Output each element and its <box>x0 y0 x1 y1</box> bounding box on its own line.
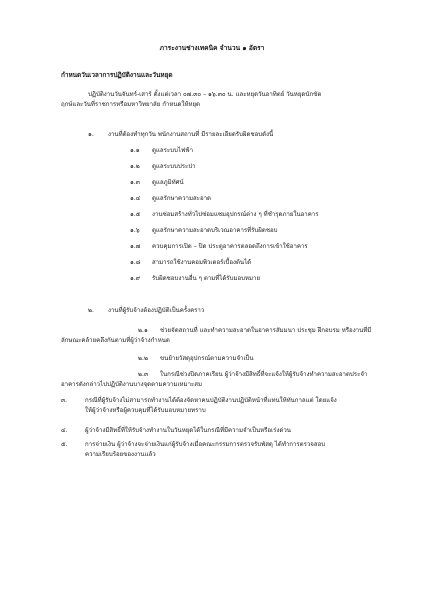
sub-item-text: สามารถใช้งานคอมพิวเตอร์เบื้องต้นได้ <box>152 259 252 266</box>
intro-line: ปฏิบัติงานวันจันทร์-เสาร์ ตั้งแต่เวลา ๐๗.๓๐ – ๑๖.๓๐ น. และหยุดวันอาทิตย์ วันหยุดนักขัต <box>88 91 322 98</box>
sub-item-text: ขนย้ายวัสดุอุปกรณ์ตามความจำเป็น <box>160 355 254 362</box>
sub-item-text: ดูแลรักษาความสะอาดบริเวณอาคารที่รับผิดชอบ <box>152 227 278 234</box>
sub-item-number: ๒.๓ <box>138 371 149 378</box>
item-2-2 <box>61 354 371 364</box>
item-1 <box>88 130 273 140</box>
sub-item-text: ดูแลรักษาความสะอาด <box>152 195 211 202</box>
sub-item-number: ๑.๕ <box>130 211 141 218</box>
paragraph-line <box>61 370 371 380</box>
sub-item-1-4 <box>130 194 211 204</box>
intro-line: ฤกษ์และวันที่ราชการหรือมหาวิทยาลัย กำหนดให้หยุด <box>61 101 201 108</box>
sub-item-number: ๑.๖ <box>130 227 140 234</box>
sub-item-text: ควบคุมการเปิด – ปิด ประตูอาคารตลอดถึงการเข้าใช้อาคาร <box>152 243 308 250</box>
item-5 <box>61 440 381 460</box>
sub-item-1-5 <box>130 210 318 220</box>
sub-item-text: ช่วยจัดสถานที่ และทำความสะอาดในอาคารสัมมนา ประชุม ฝึกอบรม หรืองานที่มี <box>160 327 372 334</box>
sub-item-1-6 <box>130 226 278 236</box>
item-text: การจ่ายเงิน ผู้ว่าจ้างจะจ่ายเงินแก่ผู้รับจ้างเมื่อคณะกรรมการตรวจรับพัสดุ ได้ทำการตรวจสอบ <box>85 441 326 448</box>
sub-item-number: ๒.๒ <box>138 355 148 362</box>
item-number: ๕. <box>61 441 68 448</box>
paragraph-line: ให้ผู้ว่าจ้างหรือผู้ควบคุมที่ได้รับมอบหมายทราบ <box>85 407 206 414</box>
sub-item-number: ๑.๓ <box>130 179 140 186</box>
sub-item-1-1 <box>130 146 193 156</box>
sub-item-text: ในกรณีช่วงปิดภาคเรียน ผู้ว่าจ้างมีสิทธิ์ที่จะแจ้งให้ผู้รับจ้างทำความสะอาดประจำ <box>160 371 368 378</box>
item-number: ๒. <box>88 307 94 314</box>
paragraph-line: ความเรียบร้อยของงานแล้ว <box>85 451 156 458</box>
sub-item-text: ดูแลระบบไฟฟ้า <box>152 147 194 154</box>
sub-item-1-9 <box>130 274 260 284</box>
item-3 <box>61 396 381 416</box>
intro-paragraph <box>61 90 381 110</box>
paragraph-line <box>61 354 371 364</box>
sub-item-1-8 <box>130 258 251 268</box>
sub-item-1-3 <box>130 178 184 188</box>
item-number: ๔. <box>61 427 68 434</box>
sub-item-number: ๑.๑ <box>130 147 140 154</box>
item-number: ๑. <box>88 131 94 138</box>
sub-item-number: ๒.๑ <box>138 327 148 334</box>
document-title: ภาระงานช่างเทคนิค จำนวน ๑ อัตรา <box>159 44 265 52</box>
sub-item-number: ๑.๘ <box>130 259 141 266</box>
item-text: ผู้ว่าจ้างมีสิทธิ์ที่ให้รับจ้างทำงานในวันหยุดได้ในกรณีที่มีความจำเป็นหรือเร่งด่วน <box>85 427 291 434</box>
paragraph-line: อาคารดังกล่าวไปปฏิบัติงานบางจุดตามความเหมาะสม <box>61 381 203 388</box>
item-text: งานที่ต้องทำทุกวัน พนักงานสถานที่ มีรายละเอียดรับผิดชอบดังนี้ <box>108 131 274 138</box>
sub-item-number: ๑.๙ <box>130 275 141 282</box>
sub-item-text: รับผิดชอบงานอื่น ๆ ตามที่ได้รับมอบหมาย <box>152 275 261 282</box>
sub-item-text: งานซ่อมสร้างทั่วไปซ่อมแซมอุปกรณ์ต่าง ๆ ที่ชำรุดภายในอาคาร <box>152 211 319 218</box>
sub-item-number: ๑.๒ <box>130 163 140 170</box>
paragraph-line <box>61 440 381 450</box>
section-heading: กำหนดวันเวลาการปฏิบัติงานและวันหยุด <box>61 71 173 79</box>
sub-item-1-2 <box>130 162 196 172</box>
sub-item-text: ดูแลระบบประปา <box>152 163 196 170</box>
sub-item-number: ๑.๗ <box>130 243 141 250</box>
item-2 <box>88 306 204 316</box>
paragraph-line <box>61 326 371 336</box>
item-4 <box>61 426 381 436</box>
item-2-1 <box>61 326 371 346</box>
item-text: กรณีที่ผู้รับจ้างไม่สามารถทำงานได้ต้องจัดหาคนปฏิบัติงานปฏิบัติหน้าที่แทนให้ทันกาลแต่ โดยแจ้ง <box>85 397 337 404</box>
item-number: ๓. <box>61 397 68 404</box>
sub-item-1-7 <box>130 242 308 252</box>
item-text: งานที่ผู้รับจ้างต้องปฏิบัติเป็นครั้งคราว <box>108 307 205 314</box>
paragraph-line: ลักษณะคล้ายคลึงกันตามที่ผู้ว่าจ้างกำหนด <box>61 337 170 344</box>
sub-item-number: ๑.๔ <box>130 195 141 202</box>
paragraph-line <box>61 396 381 406</box>
paragraph-line <box>61 426 381 436</box>
item-2-3 <box>61 370 371 390</box>
sub-item-text: ดูแลภูมิทัศน์ <box>152 179 184 186</box>
